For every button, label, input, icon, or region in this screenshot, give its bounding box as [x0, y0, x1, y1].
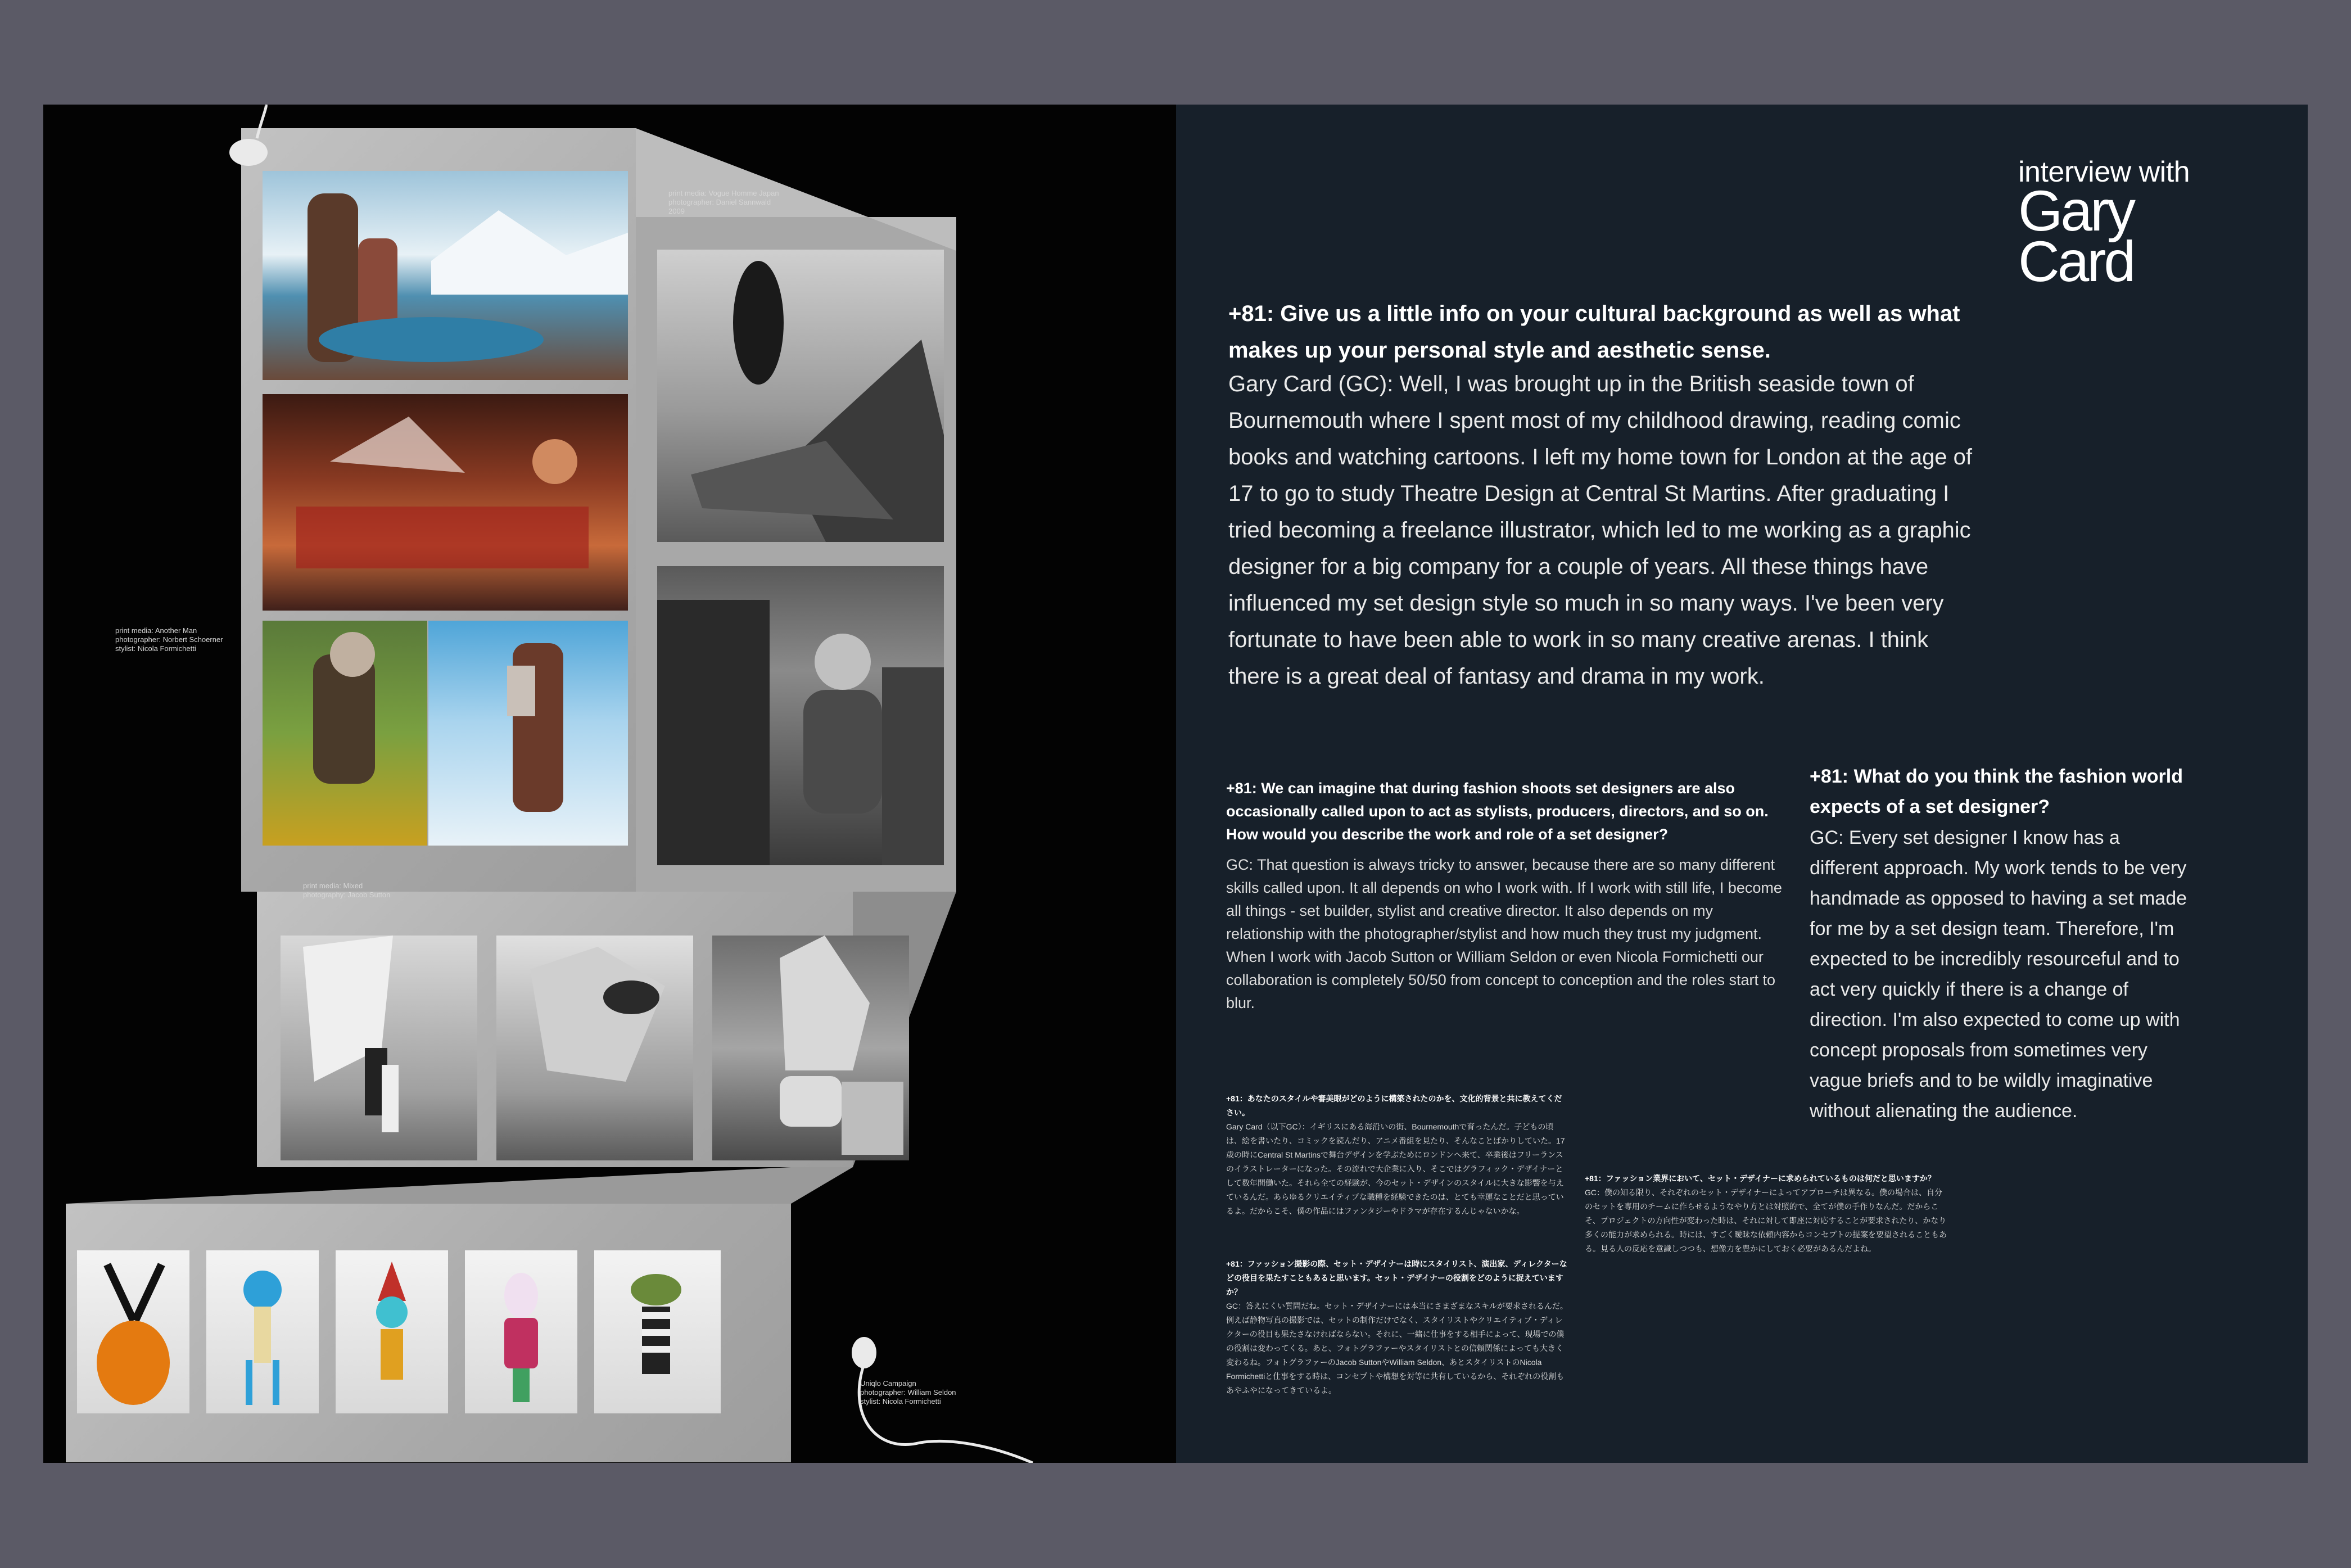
caption-mixed: print media: Mixed photography: Jacob Sutton	[303, 882, 391, 899]
caption-uniqlo: Uniqlo Campaign photographer: William Seldon stylist: Nicola Formichetti	[860, 1379, 956, 1406]
caption-vogue: print media: Vogue Homme Japan photographer: Daniel Sannwald 2009	[668, 189, 779, 215]
question-2: +81: We can imagine that during fashion shoots set designers are also occasionally called upon to act as stylists, producers, directors, and so on. How would you describe the work and role of a set designer?	[1226, 780, 1769, 843]
interview-title-small: interview with	[2018, 156, 2190, 188]
japanese-answer-1: Gary Card（以下GC）：イギリスにある海沿いの街、Bournemouthで育ったんだ。子どもの頃は、絵を書いたり、コミックを読んだり、アニメ番組を見たり、そんなことばかりしていた。17歳の時にCentral St Martinsで舞台デザインを学ぶためにロンドンへ来て、卒業後はフリーランスのイラストレーターになった。その流れで大企業に入り、そこではグラフィック・デザイナーとして数年間働いた。それら全ての経験が、今のセット・デザインのスタイルに大きな影響を与えているんだ。あらゆるクリエイティブな職種を経験できたのは、とても幸運なことだと思っているよ。だからこそ、僕の作品にはファンタジーやドラマが存在するんじゃないかな。	[1226, 1122, 1565, 1215]
interview-title-name: Gary Card	[2018, 179, 2134, 293]
answer-1: Gary Card (GC): Well, I was brought up in the British seaside town of Bournemouth where I spent most of my childhood drawing, reading comic books and watching cartoons. I left my home town for London at the age of 17 to go to study Theatre Design at Central St Martins. After graduating I tried becoming a freelance illustrator, which led to me working as a graphic designer for a big company for a couple of years. All these things have influenced my set design style so much in so many ways. I've been very fortunate to have been able to work in so many creative arenas. I think there is a great deal of fantasy and drama in my work.	[1228, 372, 1973, 689]
left-page	[43, 105, 1176, 1463]
question-3: +81: What do you think the fashion world expects of a set designer?	[1810, 766, 2183, 817]
japanese-answer-2: GC：答えにくい質問だね。セット・デザイナーには本当にさまざまなスキルが要求されるんだ。例えば静物写真の撮影では、セットの制作だけでなく、スタイリストやクリエイティブ・ディレクターの役目も果たさなければならない。それに、一緒に仕事をする相手によって、現場での僕の役割は変わってくる。あと、フォトグラファーやスタイリストとの信頼関係によっても大きく変わるね。フォトグラファーのJacob SuttonやWilliam Seldon、あとスタイリストのNicola Formichettiと仕事をする時は、コンセプトや構想を対等に共有しているから、それぞれの役割もあやふやになってきているよ。	[1226, 1302, 1568, 1395]
japanese-answer-3: GC：僕の知る限り、それぞれのセット・デザイナーによってアプローチは異なる。僕の場合は、自分のセットを専用のチームに作らせるようなやり方とは対照的で、全てが僕の手作りなんだ。だからこそ、プロジェクトの方向性が変わった時は、それに対して即座に対応することが要求されたり、かなり多くの能力が求められる。時には、すごく曖昧な依頼内容からコンセプトの提案を要望されることもある。見る人の反応を意識しつつも、想像力を豊かにしておく必要があるんだよね。	[1585, 1188, 1947, 1253]
japanese-question-3: +81：ファッション業界において、セット・デザイナーに求められているものは何だと思いますか？	[1585, 1174, 1936, 1183]
caption-another-man: print media: Another Man photographer: Norbert Schoerner stylist: Nicola Formichetti	[115, 626, 223, 653]
question-1: +81: Give us a little info on your cultural background as well as what makes up your personal style and aesthetic sense.	[1228, 301, 1960, 363]
answer-2: GC: That question is always tricky to answer, because there are so many different skills called upon. It all depends on who I work with. If I work with still life, I become all things - set builder, stylist and creative director. It also depends on my relationship with the photographer/stylist and how much they trust my judgment. When I work with Jacob Sutton or William Seldon or even Nicola Formichetti our collaboration is completely 50/50 from concept to conception and the roles start to blur.	[1226, 856, 1782, 1011]
japanese-block-1	[1226, 1092, 1569, 1218]
japanese-question-1: +81：あなたのスタイルや審美眼がどのように構築されたのかを、文化的背景と共に教えてください。	[1226, 1094, 1562, 1117]
right-page	[1176, 105, 2308, 1463]
japanese-block-2	[1226, 1257, 1569, 1398]
cable-decoration	[43, 105, 1176, 1463]
japanese-question-2: +81：ファッション撮影の際、セット・デザイナーは時にスタイリスト、演出家、ディレクターなどの役目を果たすこともあると思います。セット・デザイナーの役割をどのように捉えていますか？	[1226, 1259, 1567, 1296]
answer-3: GC: Every set designer I know has a different approach. My work tends to be very handmade as opposed to having a set made for me by a set design team. Therefore, I'm expected to be incredibly resourceful and to act very quickly if there is a change of direction. I'm also expected to come up with concept proposals from sometimes very vague briefs and to be wildly imaginative without alienating the audience.	[1810, 827, 2187, 1122]
japanese-block-3	[1585, 1172, 1950, 1256]
